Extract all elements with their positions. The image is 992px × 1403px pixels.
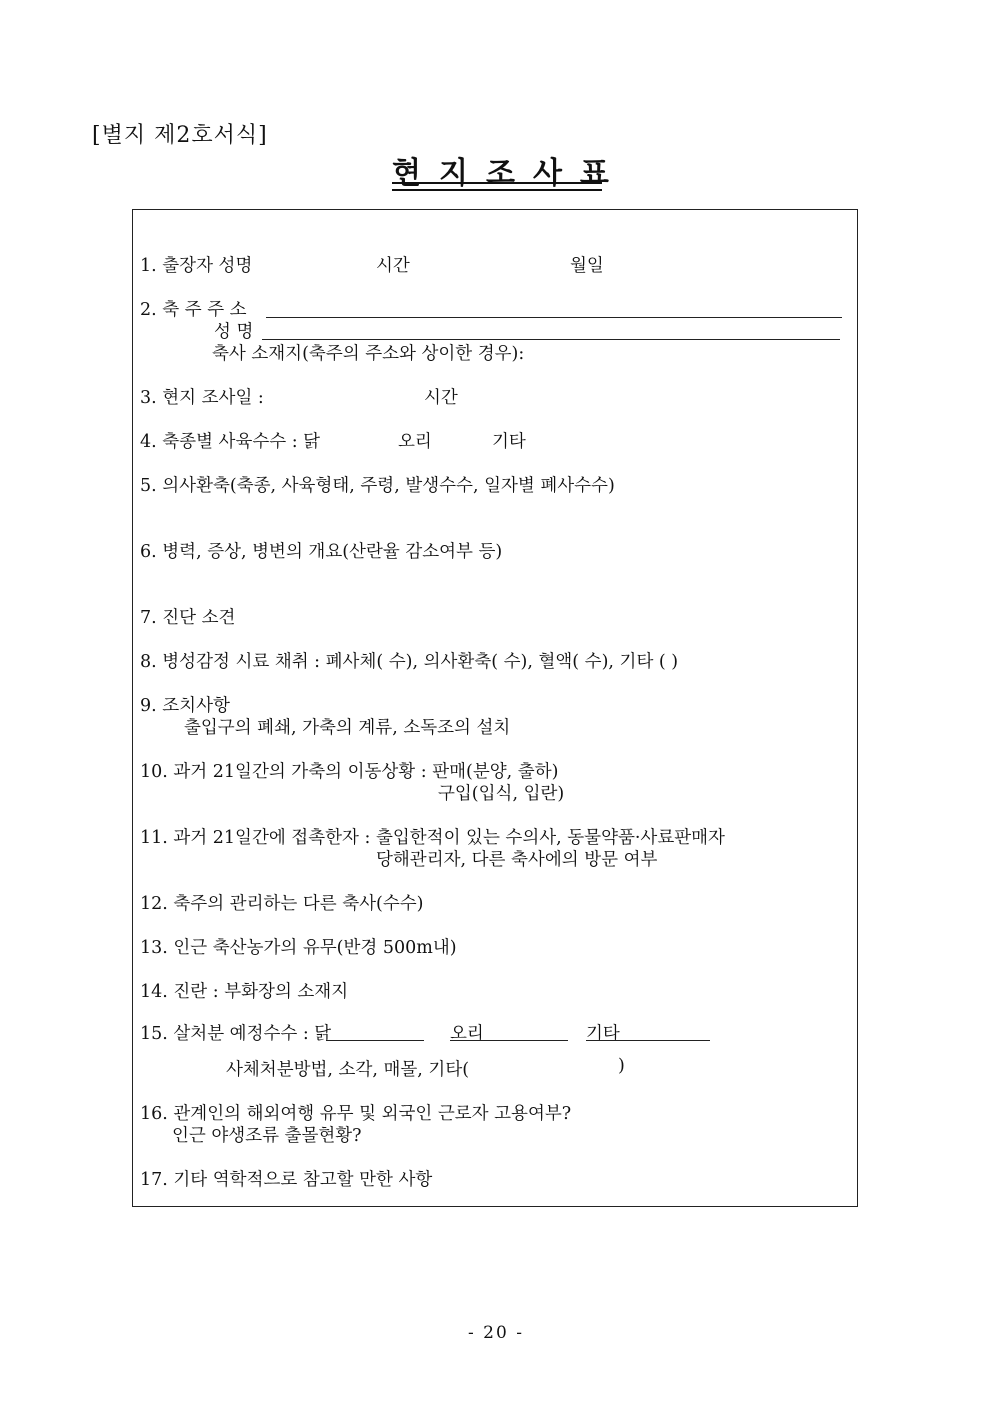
item-9-measures-detail: 출입구의 폐쇄, 가축의 계류, 소독조의 설치 [184,718,511,738]
item-3-time: 시간 [424,388,458,408]
item-2-owner-address: 2. 축 주 주 소 [140,300,247,320]
item-11-contacts: 11. 과거 21일간에 접촉한자 : 출입한적이 있는 수의사, 동물약품·사료판매자 [140,828,725,848]
item-7-diagnosis: 7. 진단 소견 [140,608,236,628]
item-15-disposal-close: ) [618,1056,625,1076]
item-2-owner-name: 성 명 [214,322,254,342]
item-13-nearby-farms: 13. 인근 축산농가의 유무(반경 500m내) [140,938,457,958]
item-9-measures: 9. 조치사항 [140,696,230,716]
item-2-barn-location: 축사 소재지(축주의 주소와 상이한 경우): [212,344,525,364]
item-16-overseas-travel: 16. 관계인의 해외여행 유무 및 외국인 근로자 고용여부? [140,1104,572,1124]
page-number: - 20 - [468,1323,524,1343]
item-6-history-symptoms: 6. 병력, 증상, 병변의 개요(산란율 감소여부 등) [140,542,503,562]
culling-duck-line [450,1040,568,1041]
item-11-contacts-detail: 당해관리자, 다른 축사에의 방문 여부 [376,850,658,870]
item-4-livestock-count: 4. 축종별 사육수수 : 닭 [140,432,321,452]
item-4-duck: 오리 [398,432,432,452]
item-12-other-barns: 12. 축주의 관리하는 다른 축사(수수) [140,894,424,914]
form-number-label: [별지 제2호서식] [92,123,268,148]
title-double-underline [392,182,602,191]
item-10-purchase: 구입(입식, 입란) [438,784,565,804]
item-4-other: 기타 [492,432,526,452]
item-15-duck: 오리 [450,1024,484,1044]
culling-other-line [586,1040,710,1041]
culling-chicken-line [326,1040,424,1041]
page-title: 현지조사표 [392,156,627,191]
item-16-wild-birds: 인근 야생조류 출몰현황? [172,1126,362,1146]
item-15-disposal-method: 사체처분방법, 소각, 매몰, 기타( [226,1060,470,1080]
item-15-culling-count: 15. 살처분 예정수수 : 닭 [140,1024,332,1044]
item-3-survey-date: 3. 현지 조사일 : [140,388,264,408]
item-10-movement: 10. 과거 21일간의 가축의 이동상황 : 판매(분양, 출하) [140,762,559,782]
item-1-date: 월일 [570,256,604,276]
item-8-sample-collection: 8. 병성감정 시료 채취 : 폐사체( 수), 의사환축( 수), 혈액( 수), 기타 ( ) [140,652,679,672]
item-17-other-epidemiology: 17. 기타 역학적으로 참고할 만한 사항 [140,1170,433,1190]
item-14-hatchery: 14. 진란 : 부화장의 소재지 [140,982,349,1002]
item-5-suspected-animals: 5. 의사환축(축종, 사육형태, 주령, 발생수수, 일자별 폐사수수) [140,476,615,496]
item-15-other: 기타 [586,1024,620,1044]
item-1-inspector-name: 1. 출장자 성명 [140,256,253,276]
owner-address-line [266,317,842,318]
item-1-time: 시간 [376,256,410,276]
